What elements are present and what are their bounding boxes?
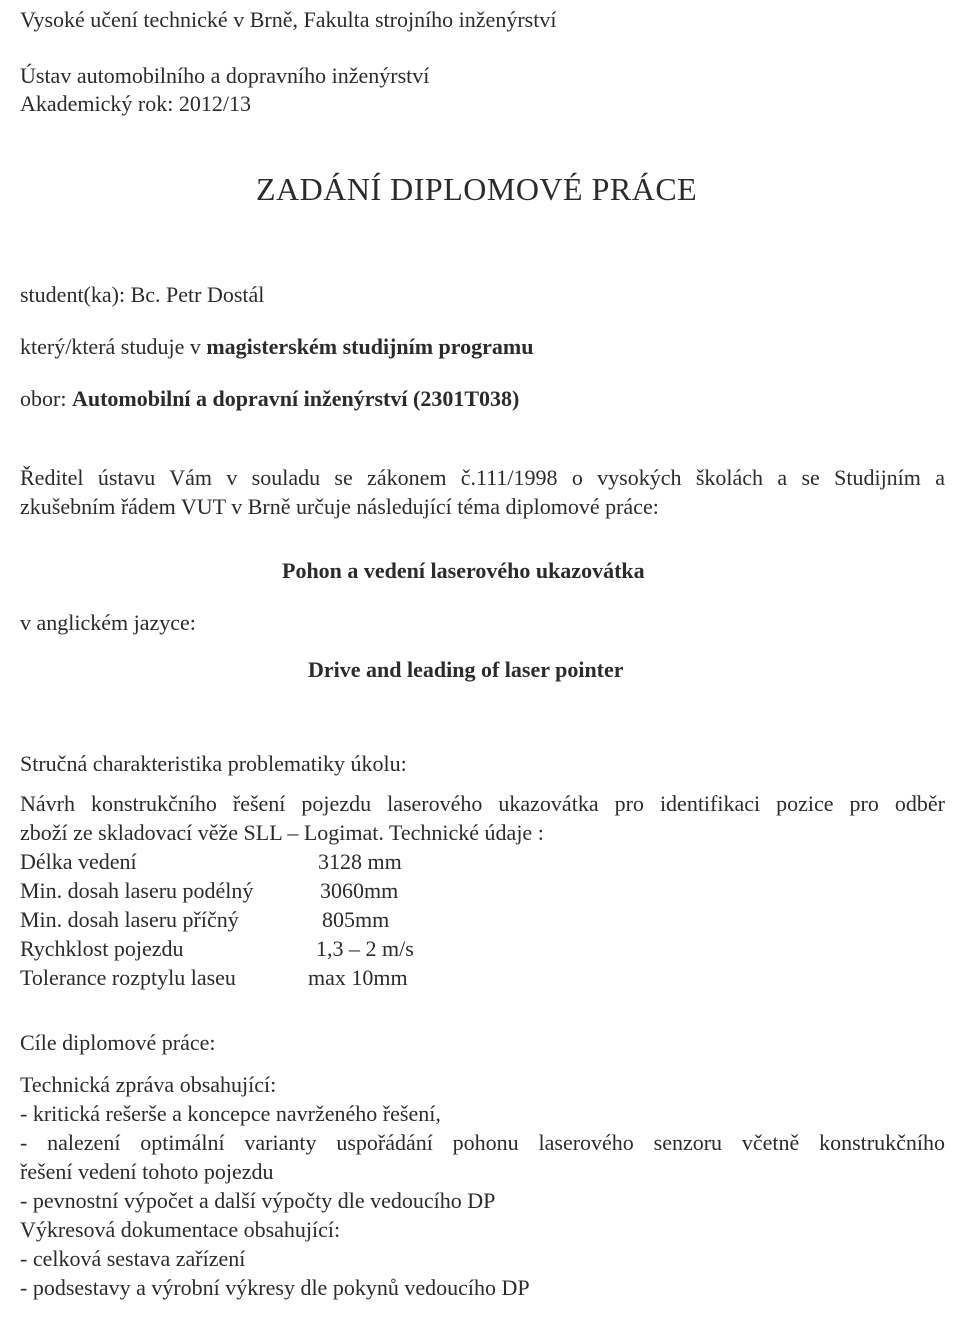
drawing-item-1: - celková sestava zařízení [20, 1246, 246, 1271]
param-row [20, 876, 480, 905]
param-row [20, 847, 480, 876]
drawings-heading: Výkresová dokumentace obsahující: [20, 1217, 341, 1242]
param-label: Rychklost pojezdu [20, 936, 184, 961]
english-label: v anglickém jazyce: [20, 610, 196, 635]
technical-parameters [20, 847, 480, 992]
intro-line-2: zkušebním řádem VUT v Brně určuje následující téma diplomové práce: [20, 494, 659, 519]
intro-line-1: Ředitel ústavu Vám v souladu se zákonem č.111/1998 o vysokých školách a se Studijním a [20, 465, 945, 490]
report-item-1: - kritická rešerše a koncepce navrženého řešení, [20, 1101, 441, 1126]
param-value: 1,3 – 2 m/s [316, 936, 414, 961]
field-prefix: obor: [20, 386, 72, 411]
institute-name: Ústav automobilního a dopravního inženýrství [20, 63, 430, 88]
report-item-2-line-2: řešení vedení tohoto pojezdu [20, 1159, 274, 1184]
report-item-2-line-1: - nalezení optimální varianty uspořádání pohonu laserového senzoru včetně konstrukčního [20, 1130, 945, 1155]
param-row [20, 934, 480, 963]
report-item-3: - pevnostní výpočet a další výpočty dle vedoucího DP [20, 1188, 496, 1213]
param-label: Délka vedení [20, 849, 137, 874]
characteristics-heading: Stručná charakteristika problematiky úkolu: [20, 751, 407, 776]
university-faculty-line: Vysoké učení technické v Brně, Fakulta strojního inženýrství [20, 7, 557, 32]
study-program-line [20, 333, 534, 361]
student-label: student(ka): [20, 282, 131, 307]
study-program-prefix: který/která studuje v [20, 334, 207, 359]
param-value: 3128 mm [318, 849, 402, 874]
academic-year: Akademický rok: 2012/13 [20, 91, 251, 116]
study-program-name: magisterském studijním programu [206, 334, 534, 359]
characteristics-line-2: zboží ze skladovací věže SLL – Logimat. Technické údaje : [20, 820, 544, 845]
characteristics-line-1: Návrh konstrukčního řešení pojezdu laserového ukazovátka pro identifikaci pozice pro odběr [20, 791, 945, 816]
param-label: Min. dosah laseru příčný [20, 907, 239, 932]
document-title: ZADÁNÍ DIPLOMOVÉ PRÁCE [256, 171, 698, 207]
param-value: 3060mm [320, 878, 399, 903]
param-value: 805mm [322, 907, 390, 932]
drawing-item-2: - podsestavy a výrobní výkresy dle pokynů vedoucího DP [20, 1275, 530, 1300]
field-code: (2301T038) [407, 386, 520, 411]
topic-czech: Pohon a vedení laserového ukazovátka [282, 558, 645, 583]
field-of-study-line [20, 385, 519, 413]
goals-heading: Cíle diplomové práce: [20, 1030, 216, 1055]
param-label: Tolerance rozptylu laseu [20, 965, 236, 990]
student-name: Bc. Petr Dostál [130, 282, 265, 307]
param-row [20, 905, 480, 934]
param-value: max 10mm [308, 965, 408, 990]
param-row [20, 963, 480, 992]
student-line [20, 281, 264, 309]
param-label: Min. dosah laseru podélný [20, 878, 254, 903]
report-heading: Technická zpráva obsahující: [20, 1072, 277, 1097]
field-name: Automobilní a dopravní inženýrství [71, 386, 408, 411]
topic-english: Drive and leading of laser pointer [308, 657, 624, 682]
